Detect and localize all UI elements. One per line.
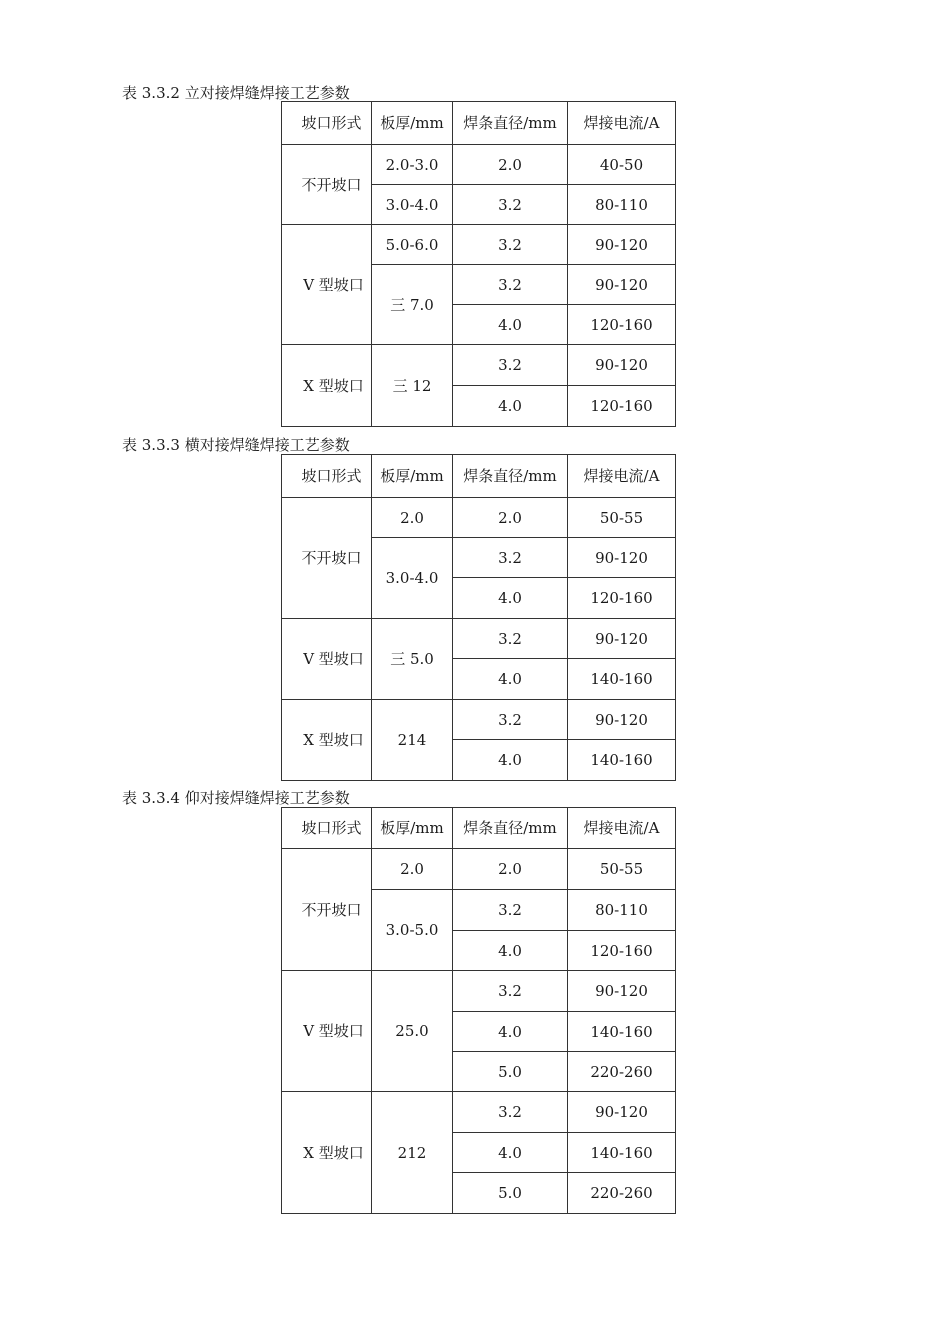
thickness-cell: 5.0-6.0: [372, 225, 453, 265]
diameter-cell: 4.0: [453, 1012, 568, 1052]
table-row: [282, 971, 676, 1012]
table-row: [282, 498, 676, 538]
thickness-cell: 三 7.0: [372, 265, 453, 345]
diameter-cell: 4.0: [453, 659, 568, 700]
diameter-cell: 4.0: [453, 1133, 568, 1173]
groove-form-cell: X 型坡口: [282, 345, 372, 427]
current-cell: 120-160: [568, 305, 676, 345]
diameter-cell: 3.2: [453, 225, 568, 265]
current-cell: 120-160: [568, 578, 676, 619]
header-groove-form: 坡口形式: [282, 455, 372, 498]
diameter-cell: 2.0: [453, 145, 568, 185]
groove-form-cell: V 型坡口: [282, 619, 372, 700]
current-cell: 90-120: [568, 538, 676, 578]
current-cell: 50-55: [568, 849, 676, 890]
table-row: [282, 225, 676, 265]
thickness-cell: 3.0-4.0: [372, 538, 453, 619]
header-groove-form: 坡口形式: [282, 102, 372, 145]
diameter-cell: 3.2: [453, 345, 568, 386]
table-row: [282, 700, 676, 740]
diameter-cell: 5.0: [453, 1052, 568, 1092]
groove-form-cell: V 型坡口: [282, 971, 372, 1092]
diameter-cell: 4.0: [453, 578, 568, 619]
thickness-cell: 三 12: [372, 345, 453, 427]
groove-form-cell: 不开坡口: [282, 498, 372, 619]
diameter-cell: 3.2: [453, 185, 568, 225]
thickness-cell: 3.0-4.0: [372, 185, 453, 225]
header-row: [282, 808, 676, 849]
table-row: [282, 1092, 676, 1133]
current-cell: 90-120: [568, 1092, 676, 1133]
thickness-cell: 25.0: [372, 971, 453, 1092]
diameter-cell: 3.2: [453, 890, 568, 931]
diameter-cell: 3.2: [453, 538, 568, 578]
table-row: [282, 849, 676, 890]
diameter-cell: 4.0: [453, 305, 568, 345]
current-cell: 90-120: [568, 265, 676, 305]
diameter-cell: 4.0: [453, 931, 568, 971]
table-caption: 表 3.3.2 立对接焊缝焊接工艺参数: [122, 84, 350, 102]
header-diameter: 焊条直径/mm: [453, 102, 568, 145]
current-cell: 90-120: [568, 345, 676, 386]
current-cell: 50-55: [568, 498, 676, 538]
current-cell: 90-120: [568, 225, 676, 265]
welding-parameter-table: [281, 454, 676, 781]
diameter-cell: 4.0: [453, 386, 568, 427]
current-cell: 90-120: [568, 619, 676, 659]
header-current: 焊接电流/A: [568, 102, 676, 145]
current-cell: 140-160: [568, 1133, 676, 1173]
header-row: [282, 102, 676, 145]
welding-parameter-table: [281, 807, 676, 1214]
diameter-cell: 2.0: [453, 849, 568, 890]
groove-form-cell: X 型坡口: [282, 700, 372, 781]
diameter-cell: 3.2: [453, 265, 568, 305]
diameter-cell: 5.0: [453, 1173, 568, 1214]
header-current: 焊接电流/A: [568, 455, 676, 498]
current-cell: 40-50: [568, 145, 676, 185]
current-cell: 220-260: [568, 1173, 676, 1214]
table-caption: 表 3.3.3 横对接焊缝焊接工艺参数: [122, 436, 350, 454]
groove-form-cell: X 型坡口: [282, 1092, 372, 1214]
diameter-cell: 3.2: [453, 700, 568, 740]
table-row: [282, 619, 676, 659]
current-cell: 80-110: [568, 185, 676, 225]
current-cell: 120-160: [568, 386, 676, 427]
welding-parameter-table: [281, 101, 676, 427]
header-diameter: 焊条直径/mm: [453, 455, 568, 498]
thickness-cell: 214: [372, 700, 453, 781]
thickness-cell: 2.0: [372, 849, 453, 890]
header-row: [282, 455, 676, 498]
thickness-cell: 3.0-5.0: [372, 890, 453, 971]
header-thickness: 板厚/mm: [372, 455, 453, 498]
groove-form-cell: 不开坡口: [282, 849, 372, 971]
header-current: 焊接电流/A: [568, 808, 676, 849]
diameter-cell: 3.2: [453, 619, 568, 659]
current-cell: 220-260: [568, 1052, 676, 1092]
current-cell: 120-160: [568, 931, 676, 971]
header-diameter: 焊条直径/mm: [453, 808, 568, 849]
diameter-cell: 3.2: [453, 971, 568, 1012]
thickness-cell: 三 5.0: [372, 619, 453, 700]
current-cell: 90-120: [568, 971, 676, 1012]
table-row: [282, 145, 676, 185]
thickness-cell: 2.0-3.0: [372, 145, 453, 185]
table-caption: 表 3.3.4 仰对接焊缝焊接工艺参数: [122, 789, 350, 807]
table-row: [282, 345, 676, 386]
groove-form-cell: V 型坡口: [282, 225, 372, 345]
header-thickness: 板厚/mm: [372, 102, 453, 145]
thickness-cell: 212: [372, 1092, 453, 1214]
current-cell: 140-160: [568, 659, 676, 700]
diameter-cell: 3.2: [453, 1092, 568, 1133]
thickness-cell: 2.0: [372, 498, 453, 538]
diameter-cell: 4.0: [453, 740, 568, 781]
current-cell: 140-160: [568, 740, 676, 781]
header-groove-form: 坡口形式: [282, 808, 372, 849]
current-cell: 90-120: [568, 700, 676, 740]
current-cell: 140-160: [568, 1012, 676, 1052]
diameter-cell: 2.0: [453, 498, 568, 538]
current-cell: 80-110: [568, 890, 676, 931]
groove-form-cell: 不开坡口: [282, 145, 372, 225]
header-thickness: 板厚/mm: [372, 808, 453, 849]
